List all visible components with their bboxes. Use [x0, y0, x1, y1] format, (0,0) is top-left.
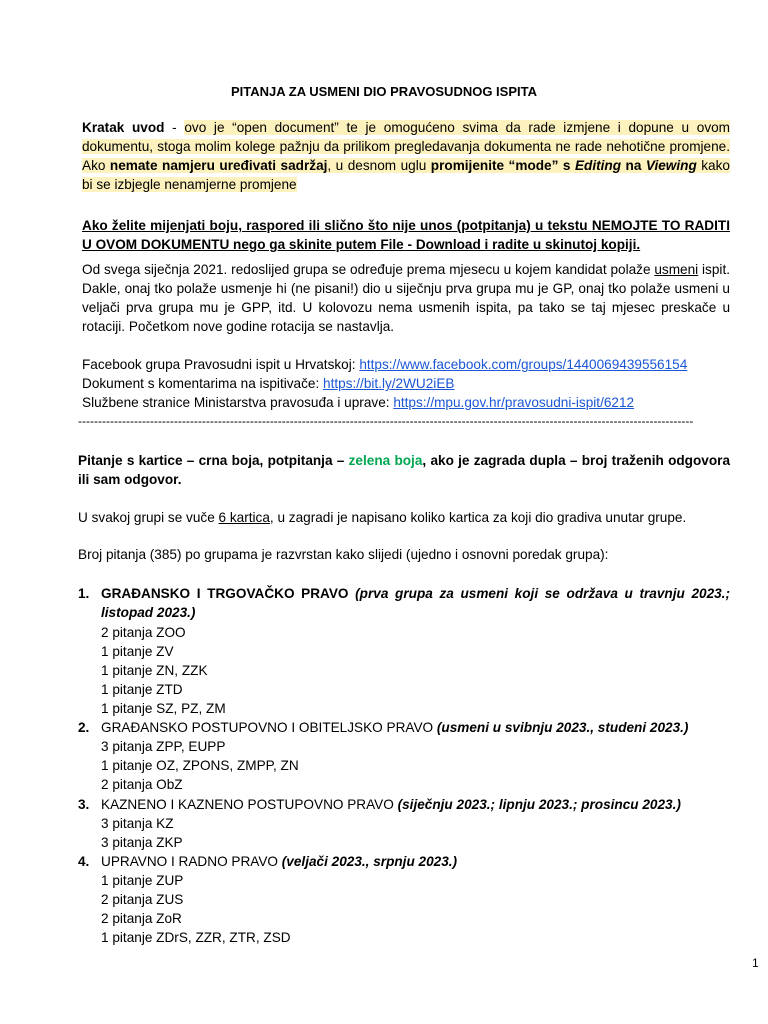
- group-1-item: 1 pitanje ZN, ZZK: [101, 663, 208, 678]
- ministry-link-line: [82, 393, 634, 412]
- intro-bold-1: nemate namjeru uređivati sadržaj: [109, 158, 328, 173]
- group-3-item: 3 pitanja KZ: [101, 816, 174, 831]
- rotation-usmeni: usmeni: [654, 262, 699, 277]
- group-2-number: 2.: [78, 720, 90, 735]
- intro-text-3: kako bi se izbjegle nenamjerne promjene: [82, 158, 730, 192]
- group-2-name: GRAĐANSKO POSTUPOVNO I OBITELJSKO PRAVO: [101, 720, 437, 735]
- intro-text-1: ovo je “open document” te je omogućeno svima da rade izmjene i dopune u ovom dokumentu, stoga molim kolege pažnju da prilikom pregledavanja dokumenta ne rade nehotične promjene. Ako: [82, 120, 730, 173]
- page-number: 1: [752, 956, 759, 970]
- warning-text-2: NEMOJTE TO RADITI U OVOM DOKUMENTU nego ga skinite putem File - Download i radite u skinutoj kopiji.: [82, 218, 730, 252]
- group-4-item: 2 pitanja ZUS: [101, 892, 184, 907]
- group-4-number: 4.: [78, 854, 90, 869]
- group-3-name: KAZNENO I KAZNENO POSTUPOVNO PRAVO: [101, 797, 398, 812]
- comments-link-line: [82, 374, 454, 393]
- group-2-note: (usmeni u svibnju 2023., studeni 2023.): [436, 720, 689, 735]
- group-4-item: 1 pitanje ZDrS, ZZR, ZTR, ZSD: [101, 930, 291, 945]
- page-title: PITANJA ZA USMENI DIO PRAVOSUDNOG ISPITA: [230, 84, 537, 99]
- facebook-link[interactable]: https://www.facebook.com/groups/1440069439556154: [359, 357, 688, 372]
- cards-text-2: , u zagradi je napisano koliko kartica za koji dio gradiva unutar grupe.: [269, 510, 687, 525]
- group-4-name: UPRAVNO I RADNO PRAVO: [101, 854, 282, 869]
- group-2-item: 3 pitanja ZPP, EUPP: [101, 739, 226, 754]
- group-2-heading: [101, 718, 730, 737]
- group-1-item: 2 pitanja ZOO: [101, 625, 186, 640]
- legend-paragraph: [78, 451, 730, 489]
- group-1-item: 1 pitanje ZV: [101, 644, 174, 659]
- rotation-text-2: ispit. Dakle, onaj tko polaže usmenje hi (ne pisani!) dio u siječnju prva grupa mu je GP, onaj tko polaže usmeni u veljači prva grupa mu je GPP, itd. U kolovozu nema usmenih ispita, pa tako se taj mjesec preskače u rotaciji. Početkom nove godine rotacija se nastavlja.: [82, 262, 730, 334]
- group-3-heading: [101, 795, 730, 814]
- group-3-note: (siječnju 2023.; lipnju 2023.; prosincu 2023.): [397, 797, 681, 812]
- group-4-item: 1 pitanje ZUP: [101, 873, 184, 888]
- group-1-heading: [101, 584, 730, 622]
- intro-text-2: , u desnom uglu: [327, 158, 431, 173]
- intro-label: Kratak uvod: [82, 120, 165, 135]
- ministry-link[interactable]: https://mpu.gov.hr/pravosudni-ispit/6212: [393, 395, 635, 410]
- group-2-item: 1 pitanje OZ, ZPONS, ZMPP, ZN: [101, 758, 299, 773]
- cards-line: [78, 508, 686, 527]
- legend-green: zelena boja: [348, 453, 423, 468]
- intro-viewing: Viewing: [645, 158, 697, 173]
- dashed-divider: ----------------------------------------------------------------------------------------------------------------------------------------------------------: [78, 414, 694, 428]
- intro-paragraph: [82, 118, 730, 194]
- rotation-text-1: Od svega siječnja 2021. redoslijed grupa se određuje prema mjesecu u kojem kandidat polaže: [82, 262, 655, 277]
- facebook-link-label: Facebook grupa Pravosudni ispit u Hrvatskoj:: [82, 357, 360, 372]
- intro-dash: -: [164, 120, 185, 135]
- facebook-link-line: [82, 355, 687, 374]
- group-2-item: 2 pitanja ObZ: [101, 777, 183, 792]
- cards-text-1: U svakoj grupi se vuče: [78, 510, 219, 525]
- rotation-paragraph: [82, 260, 730, 336]
- group-1-item: 1 pitanje ZTD: [101, 682, 183, 697]
- group-1-number: 1.: [78, 586, 90, 601]
- group-1-item: 1 pitanje SZ, PZ, ZM: [101, 701, 226, 716]
- group-1-name: GRAĐANSKO I TRGOVAČKO PRAVO: [101, 586, 356, 601]
- group-1-note: (prva grupa za usmeni koji se održava u travnju 2023.; listopad 2023.): [101, 586, 730, 620]
- group-3-item: 3 pitanja ZKP: [101, 835, 183, 850]
- warning-paragraph: [82, 216, 730, 254]
- group-4-note: (veljači 2023., srpnju 2023.): [281, 854, 458, 869]
- legend-text-1: Pitanje s kartice – crna boja, potpitanja –: [78, 453, 349, 468]
- cards-count: 6 kartica: [218, 510, 270, 525]
- comments-link[interactable]: https://bit.ly/2WU2iEB: [323, 376, 455, 391]
- group-3-number: 3.: [78, 797, 90, 812]
- legend-text-2: , ako je zagrada dupla – broj traženih odgovora ili sam odgovor.: [78, 453, 731, 487]
- intro-editing: Editing: [574, 158, 622, 173]
- intro-bold-2: promijenite “mode” s: [430, 158, 575, 173]
- group-4-item: 2 pitanja ZoR: [101, 911, 182, 926]
- comments-link-label: Dokument s komentarima na ispitivače:: [82, 376, 324, 391]
- intro-na: na: [621, 158, 646, 173]
- ministry-link-label: Službene stranice Ministarstva pravosuđa i uprave:: [82, 395, 394, 410]
- question-count-line: Broj pitanja (385) po grupama je razvrstan kako slijedi (ujedno i osnovni poredak grupa):: [78, 547, 609, 562]
- group-4-heading: [101, 852, 730, 871]
- warning-text-1: Ako želite mijenjati boju, raspored ili slično što nije unos (potpitanja) u tekstu: [82, 218, 592, 233]
